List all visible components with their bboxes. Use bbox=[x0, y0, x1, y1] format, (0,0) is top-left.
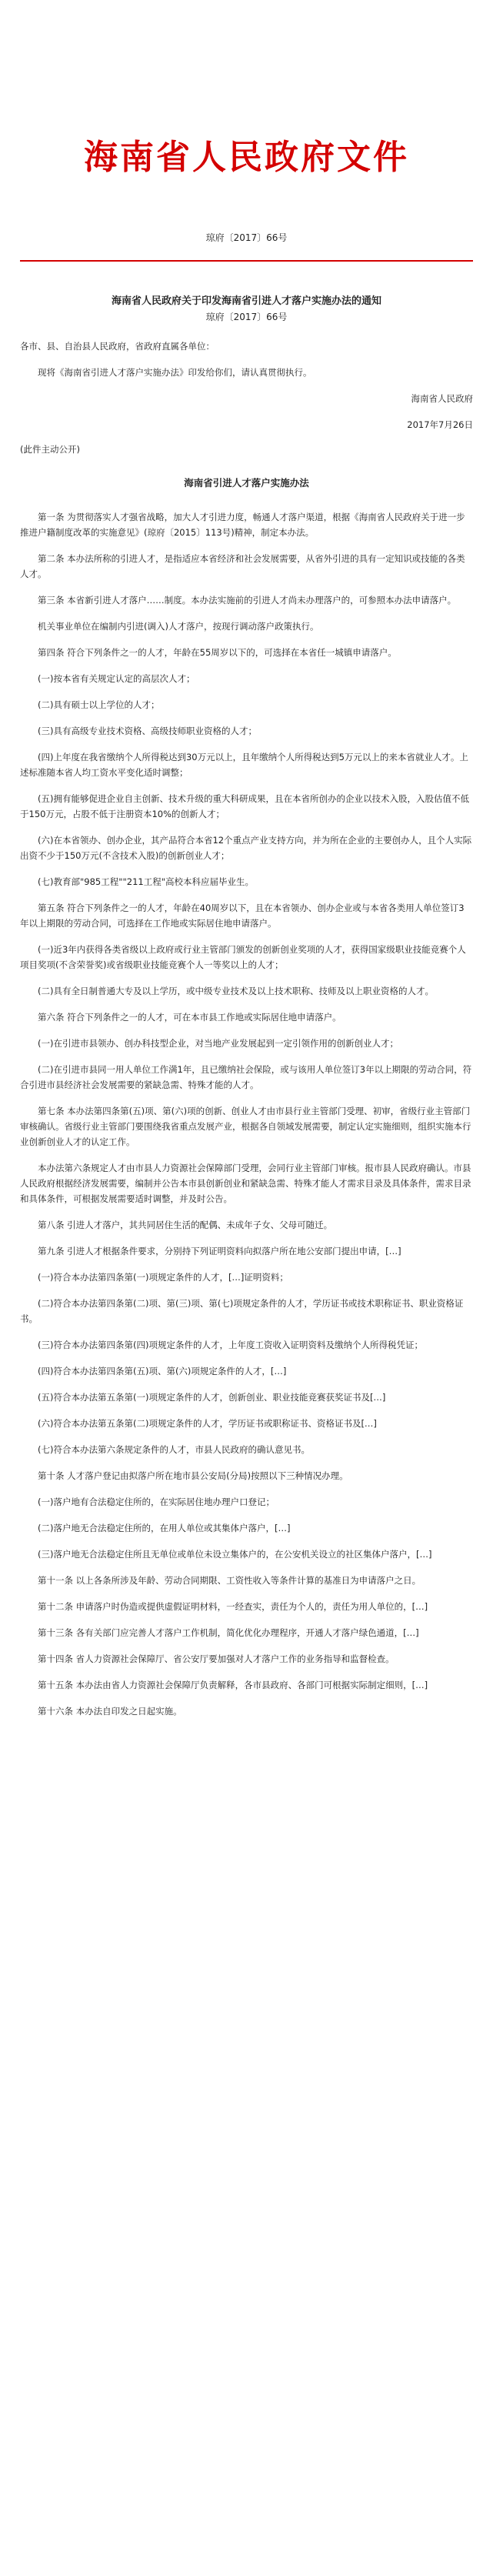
rules-paragraph: (七)符合本办法第六条规定条件的人才，市县人民政府的确认意见书。 bbox=[38, 1444, 310, 1455]
header-doc-number: 琼府〔2017〕66号 bbox=[205, 232, 288, 243]
rules-paragraph: 本办法第六条规定人才由市县人力资源社会保障部门受理，会同行业主管部门审核。报市县人民政府确认。市县人民政府根据经济发展需要，编制并公告本市县创新创业和紧缺急需、特殊才能人才需求目录及具体条件，需求目录和具体条件，可根据发展需要适时调整，并及时公告。 bbox=[20, 1163, 471, 1204]
rules-title: 海南省引进人才落户实施办法 bbox=[184, 477, 309, 489]
rules-paragraph: (三)落户地无合法稳定住所且无单位或单位未设立集体户的，在公安机关设立的社区集体户落户，[…] bbox=[38, 1549, 432, 1560]
rules-paragraph: (五)符合本办法第五条第(一)项规定条件的人才，创新创业、职业技能竞赛获奖证书及[…] bbox=[38, 1392, 386, 1403]
rules-paragraph: (二)落户地无合法稳定住所的，在用人单位或其集体户落户，[…] bbox=[38, 1523, 291, 1533]
rules-paragraph: (一)落户地有合法稳定住所的，在实际居住地办理户口登记； bbox=[38, 1497, 275, 1507]
notice-body: 现将《海南省引进人才落户实施办法》印发给你们，请认真贯彻执行。 bbox=[38, 367, 312, 378]
rules-paragraph: (六)符合本办法第五条第(二)项规定条件的人才，学历证书或职称证书、资格证书及[…] bbox=[38, 1418, 377, 1429]
notice-addressee: 各市、县、自治县人民政府，省政府直属各单位： bbox=[20, 341, 215, 352]
rules-paragraph: 第三条 本省新引进人才落户……制度。本办法实施前的引进人才尚未办理落户的，可参照本办法申请落户。 bbox=[38, 595, 457, 606]
notice-title: 海南省人民政府关于印发海南省引进人才落户实施办法的通知 bbox=[111, 295, 381, 307]
notice-signature: 海南省人民政府 bbox=[411, 393, 473, 404]
rules-paragraph: 机关事业单位在编制内引进(调入)人才落户，按现行调动落户政策执行。 bbox=[38, 621, 319, 632]
rules-paragraph: 第十三条 各有关部门应完善人才落户工作机制，简化优化办理程序，开通人才落户绿色通道，[…] bbox=[38, 1627, 419, 1638]
rules-paragraph: (二)在引进市县同一用人单位工作满1年，且已缴纳社会保险，或与该用人单位签订3年以上期限的劳动合同，符合引进市县经济社会发展需要的紧缺急需、特殊才能的人才。 bbox=[20, 1064, 472, 1090]
public-note: (此件主动公开) bbox=[20, 444, 80, 455]
rules-paragraph: 第四条 符合下列条件之一的人才，年龄在55周岁以下的，可选择在本省任一城镇申请落户。 bbox=[38, 647, 397, 658]
rules-paragraph: (四)上年度在我省缴纳个人所得税达到30万元以上，且年缴纳个人所得税达到5万元以上的来本省就业人才。上述标准随本省人均工资水平变化适时调整； bbox=[20, 752, 468, 778]
rules-paragraph: (二)符合本办法第四条第(二)项、第(三)项、第(七)项规定条件的人才，学历证书或技术职称证书、职业资格证书。 bbox=[20, 1298, 464, 1324]
document-header-title: 海南省人民政府文件 bbox=[84, 138, 409, 177]
rules-paragraph: 第二条 本办法所称的引进人才，是指适应本省经济和社会发展需要，从省外引进的具有一定知识或技能的各类人才。 bbox=[20, 553, 465, 579]
rules-paragraph: (一)按本省有关规定认定的高层次人才； bbox=[38, 673, 195, 684]
red-divider bbox=[20, 260, 473, 262]
rules-body bbox=[20, 509, 473, 1719]
rules-paragraph: 第十二条 申请落户时伪造或提供虚假证明材料，一经查实，责任为个人的，责任为用人单位的，[…] bbox=[38, 1601, 428, 1612]
rules-paragraph: (一)在引进市县领办、创办科技型企业，对当地产业发展起到一定引领作用的创新创业人才； bbox=[38, 1038, 398, 1049]
rules-paragraph: 第八条 引进人才落户，其共同居住生活的配偶、未成年子女、父母可随迁。 bbox=[38, 1220, 333, 1230]
rules-paragraph: (五)拥有能够促进企业自主创新、技术升级的重大科研成果，且在本省所创办的企业以技术入股，入股估值不低于150万元，占股不低于注册资本10%的创新人才； bbox=[20, 793, 469, 819]
rules-paragraph: 第五条 符合下列条件之一的人才，年龄在40周岁以下，且在本省领办、创办企业或与本省各类用人单位签订3年以上期限的劳动合同，可选择在工作地或实际居住地申请落户。 bbox=[20, 903, 465, 929]
rules-paragraph: (二)具有全日制普通大专及以上学历，或中级专业技术及以上技术职称、技师及以上职业资格的人才。 bbox=[38, 986, 434, 996]
rules-paragraph: (七)教育部"985工程""211工程"高校本科应届毕业生。 bbox=[38, 876, 255, 887]
rules-paragraph: 第六条 符合下列条件之一的人才，可在本市县工作地或实际居住地申请落户。 bbox=[38, 1012, 341, 1023]
rules-paragraph: (三)符合本办法第四条第(四)项规定条件的人才，上年度工资收入证明资料及缴纳个人所得税凭证； bbox=[38, 1340, 423, 1350]
rules-paragraph: (六)在本省领办、创办企业，其产品符合本省12个重点产业支持方向，并为所在企业的主要创办人，且个人实际出资不少于150万元(不含技术入股)的创新创业人才； bbox=[20, 835, 472, 861]
notice-date: 2017年7月26日 bbox=[407, 419, 473, 430]
rules-paragraph: 第十六条 本办法自印发之日起实施。 bbox=[38, 1706, 182, 1717]
rules-paragraph: (一)符合本办法第四条第(一)项规定条件的人才，[…]证明资料； bbox=[38, 1272, 288, 1283]
rules-paragraph: 第七条 本办法第四条第(五)项、第(六)项的创新、创业人才由市县行业主管部门受理、初审，省级行业主管部门审核确认。省级行业主管部门要围绕我省重点发展产业，根据各自领域发展需要，制定认定实施细则，组织实施本行业创新创业人才的认定工作。 bbox=[20, 1106, 471, 1147]
rules-paragraph: 第九条 引进人才根据条件要求，分别持下列证明资料向拟落户所在地公安部门提出申请，[…] bbox=[38, 1246, 401, 1256]
rules-paragraph: (四)符合本办法第四条第(五)项、第(六)项规定条件的人才，[…] bbox=[38, 1366, 287, 1376]
rules-paragraph: (二)具有硕士以上学位的人才； bbox=[38, 699, 160, 710]
rules-paragraph: 第十条 人才落户登记由拟落户所在地市县公安局(分局)按照以下三种情况办理。 bbox=[38, 1470, 348, 1481]
notice-doc-number: 琼府〔2017〕66号 bbox=[205, 312, 288, 322]
rules-paragraph: 第十一条 以上各条所涉及年龄、劳动合同期限、工资性收入等条件计算的基准日为申请落户之日。 bbox=[38, 1575, 421, 1586]
rules-paragraph: 第十四条 省人力资源社会保障厅、省公安厅要加强对人才落户工作的业务指导和监督检查。 bbox=[38, 1653, 395, 1664]
rules-paragraph: (三)具有高级专业技术资格、高级技师职业资格的人才； bbox=[38, 726, 257, 736]
rules-paragraph: (一)近3年内获得各类省级以上政府或行业主管部门颁发的创新创业奖项的人才，获得国家级职业技能竞赛个人项目奖项(不含荣誉奖)或省级职业技能竞赛个人一等奖以上的人才； bbox=[20, 944, 466, 970]
rules-paragraph: 第十五条 本办法由省人力资源社会保障厅负责解释，各市县政府、各部门可根据实际制定细则，[…] bbox=[38, 1680, 428, 1690]
rules-paragraph: 第一条 为贯彻落实人才强省战略，加大人才引进力度，畅通人才落户渠道，根据《海南省人民政府关于进一步推进户籍制度改革的实施意见》(琼府〔2015〕113号)精神，制定本办法。 bbox=[20, 512, 465, 538]
